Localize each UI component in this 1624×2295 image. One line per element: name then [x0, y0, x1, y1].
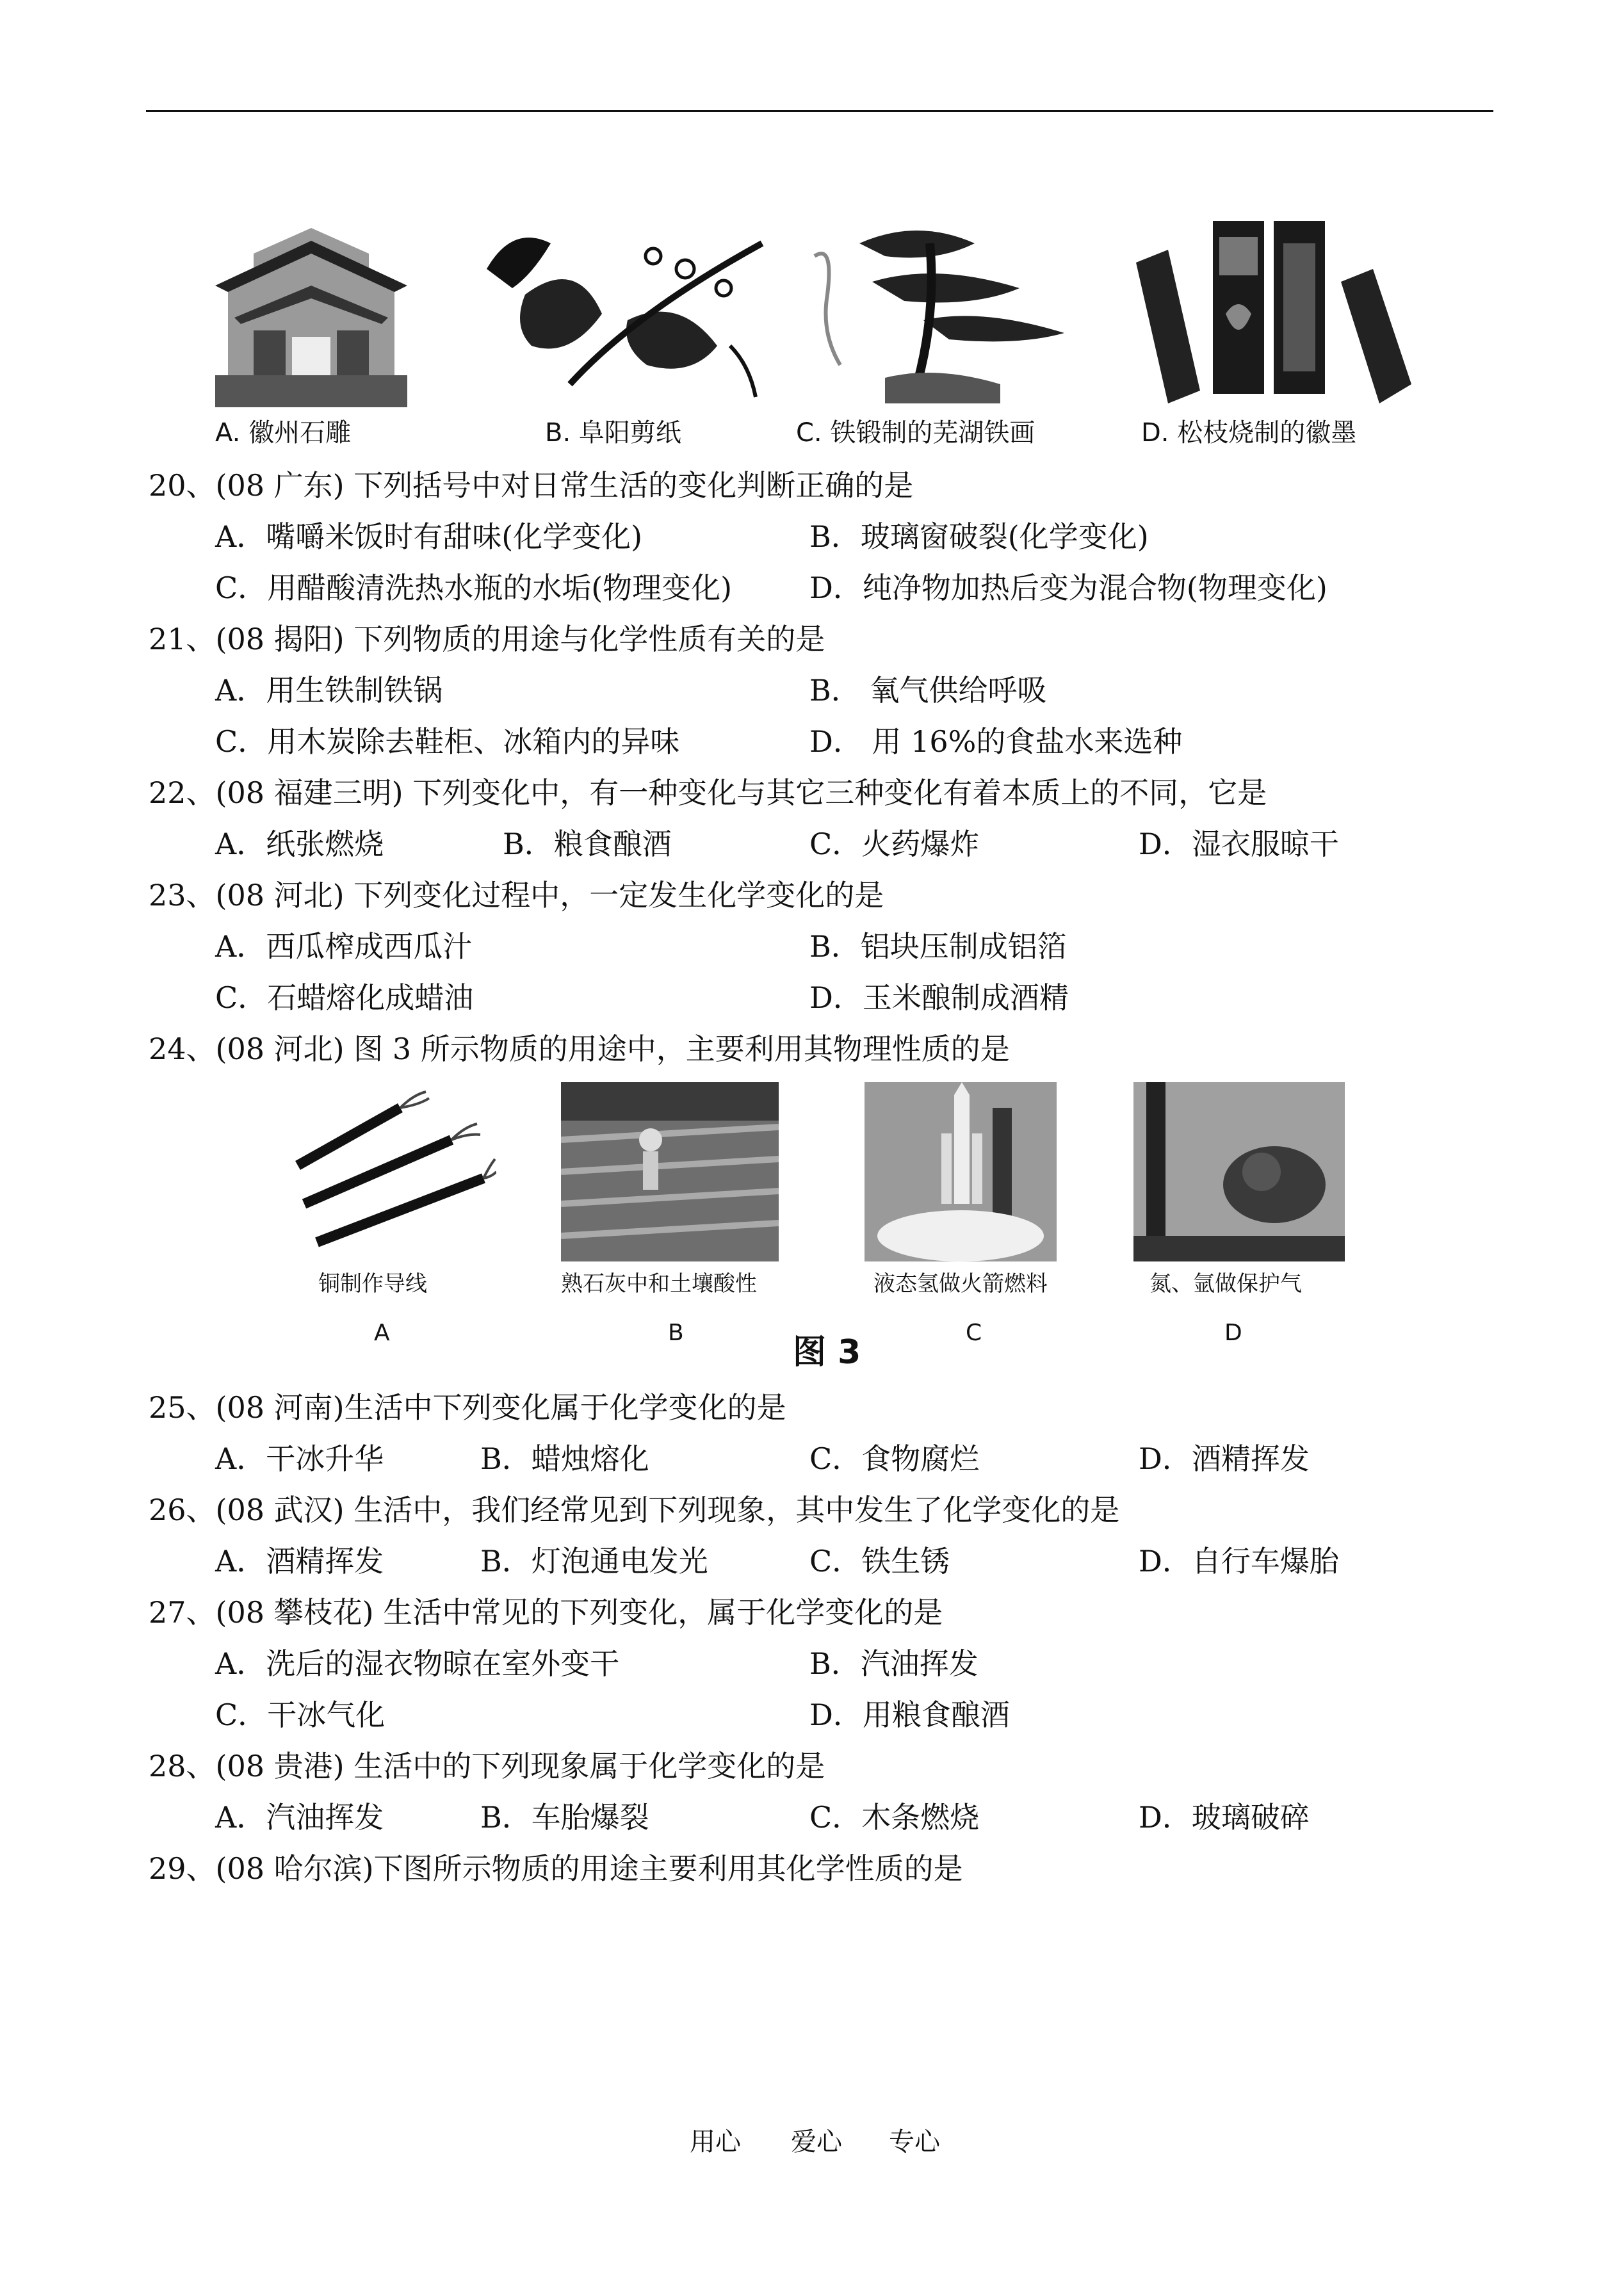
option-c: C．干冰气化	[215, 1698, 386, 1732]
footer-word: 专心	[889, 2127, 940, 2157]
figure3-caption-d: 氮、氩做保护气	[1149, 1271, 1302, 1297]
option-b: B．汽油挥发	[809, 1646, 978, 1681]
question-stem: 24、(08 河北) 图 3 所示物质的用途中，主要利用其物理性质的是	[149, 1032, 1010, 1066]
figure-wuhu-iron-painting	[808, 218, 1077, 403]
option-c: C．铁生锈	[809, 1544, 950, 1578]
option-b: B．车胎爆裂	[480, 1800, 649, 1835]
option-c: C．火药爆炸	[809, 827, 980, 861]
question-stem: 25、(08 河南)生活中下列变化属于化学变化的是	[149, 1390, 786, 1425]
option-d: D．用粮食酿酒	[809, 1698, 1010, 1732]
option-a: A．酒精挥发	[215, 1544, 384, 1578]
question-stem: 28、(08 贵港) 生活中的下列现象属于化学变化的是	[149, 1749, 825, 1783]
option-d: D． 用 16%的食盐水来选种	[809, 724, 1183, 759]
option-d: D．玻璃破碎	[1139, 1800, 1310, 1835]
option-b: B．粮食酿酒	[503, 827, 672, 861]
figure3-letter-b: B	[668, 1320, 684, 1346]
option-d: D．酒精挥发	[1139, 1441, 1310, 1476]
footer-word: 爱心	[791, 2127, 842, 2157]
option-b: B．玻璃窗破裂(化学变化)	[809, 519, 1149, 554]
figure-caption-b: B. 阜阳剪纸	[545, 418, 681, 448]
question-stem: 21、(08 揭阳) 下列物质的用途与化学性质有关的是	[149, 622, 825, 656]
figure3-caption-c: 液态氢做火箭燃料	[873, 1271, 1048, 1297]
option-c: C．用木炭除去鞋柜、冰箱内的异味	[215, 724, 680, 759]
figure3-letter-d: D	[1224, 1320, 1242, 1346]
option-c: C．用醋酸清洗热水瓶的水垢(物理变化)	[215, 571, 733, 605]
option-d: D．纯净物加热后变为混合物(物理变化)	[809, 571, 1328, 605]
option-b: B．灯泡通电发光	[480, 1544, 708, 1578]
option-c: C．木条燃烧	[809, 1800, 980, 1835]
option-a: A．西瓜榨成西瓜汁	[215, 929, 473, 964]
option-b: B．蜡烛熔化	[480, 1441, 649, 1476]
figure3-caption-b: 熟石灰中和土壤酸性	[561, 1271, 757, 1297]
option-a: A．嘴嚼米饭时有甜味(化学变化)	[215, 519, 643, 554]
figure-caption-a: A. 徽州石雕	[215, 418, 352, 448]
question-stem: 27、(08 攀枝花) 生活中常见的下列变化，属于化学变化的是	[149, 1595, 943, 1630]
option-d: D．自行车爆胎	[1139, 1544, 1339, 1578]
option-d: D．湿衣服晾干	[1139, 827, 1339, 861]
figure3-rocket	[865, 1082, 1057, 1261]
option-d: D．玉米酿制成酒精	[809, 980, 1069, 1015]
question-stem: 29、(08 哈尔滨)下图所示物质的用途主要利用其化学性质的是	[149, 1851, 963, 1886]
header-rule	[146, 110, 1493, 112]
figure3-protective-gas	[1133, 1082, 1345, 1261]
option-a: A．汽油挥发	[215, 1800, 384, 1835]
figure3-title: 图 3	[793, 1333, 861, 1372]
figure3-caption-a: 铜制作导线	[318, 1271, 427, 1297]
option-c: C．食物腐烂	[809, 1441, 980, 1476]
option-c: C．石蜡熔化成蜡油	[215, 980, 474, 1015]
figure3-letter-a: A	[374, 1320, 390, 1346]
option-a: A．干冰升华	[215, 1441, 384, 1476]
option-b: B．铝块压制成铝箔	[809, 929, 1067, 964]
figure-caption-d: D. 松枝烧制的徽墨	[1141, 418, 1357, 448]
figure3-slaked-lime-field	[561, 1082, 779, 1261]
option-b: B． 氧气供给呼吸	[809, 673, 1047, 708]
option-a: A．用生铁制铁锅	[215, 673, 443, 708]
footer-word: 用心	[690, 2127, 741, 2157]
question-stem: 26、(08 武汉) 生活中，我们经常见到下列现象，其中发生了化学变化的是	[149, 1493, 1120, 1527]
figure-huizhou-stone-carving	[215, 215, 407, 407]
question-stem: 22、(08 福建三明) 下列变化中，有一种变化与其它三种变化有着本质上的不同，它是	[149, 775, 1267, 810]
figure3-copper-wire	[291, 1089, 496, 1255]
figure-caption-c: C. 铁锻制的芜湖铁画	[796, 418, 1035, 448]
option-a: A．洗后的湿衣物晾在室外变干	[215, 1646, 620, 1681]
question-stem: 20、(08 广东) 下列括号中对日常生活的变化判断正确的是	[149, 468, 914, 503]
figure3-letter-c: C	[966, 1320, 982, 1346]
figure-fuyang-paper-cut	[474, 218, 768, 403]
option-a: A．纸张燃烧	[215, 827, 384, 861]
question-stem: 23、(08 河北) 下列变化过程中，一定发生化学变化的是	[149, 878, 884, 912]
figure-huizhou-ink-sticks	[1130, 218, 1411, 403]
